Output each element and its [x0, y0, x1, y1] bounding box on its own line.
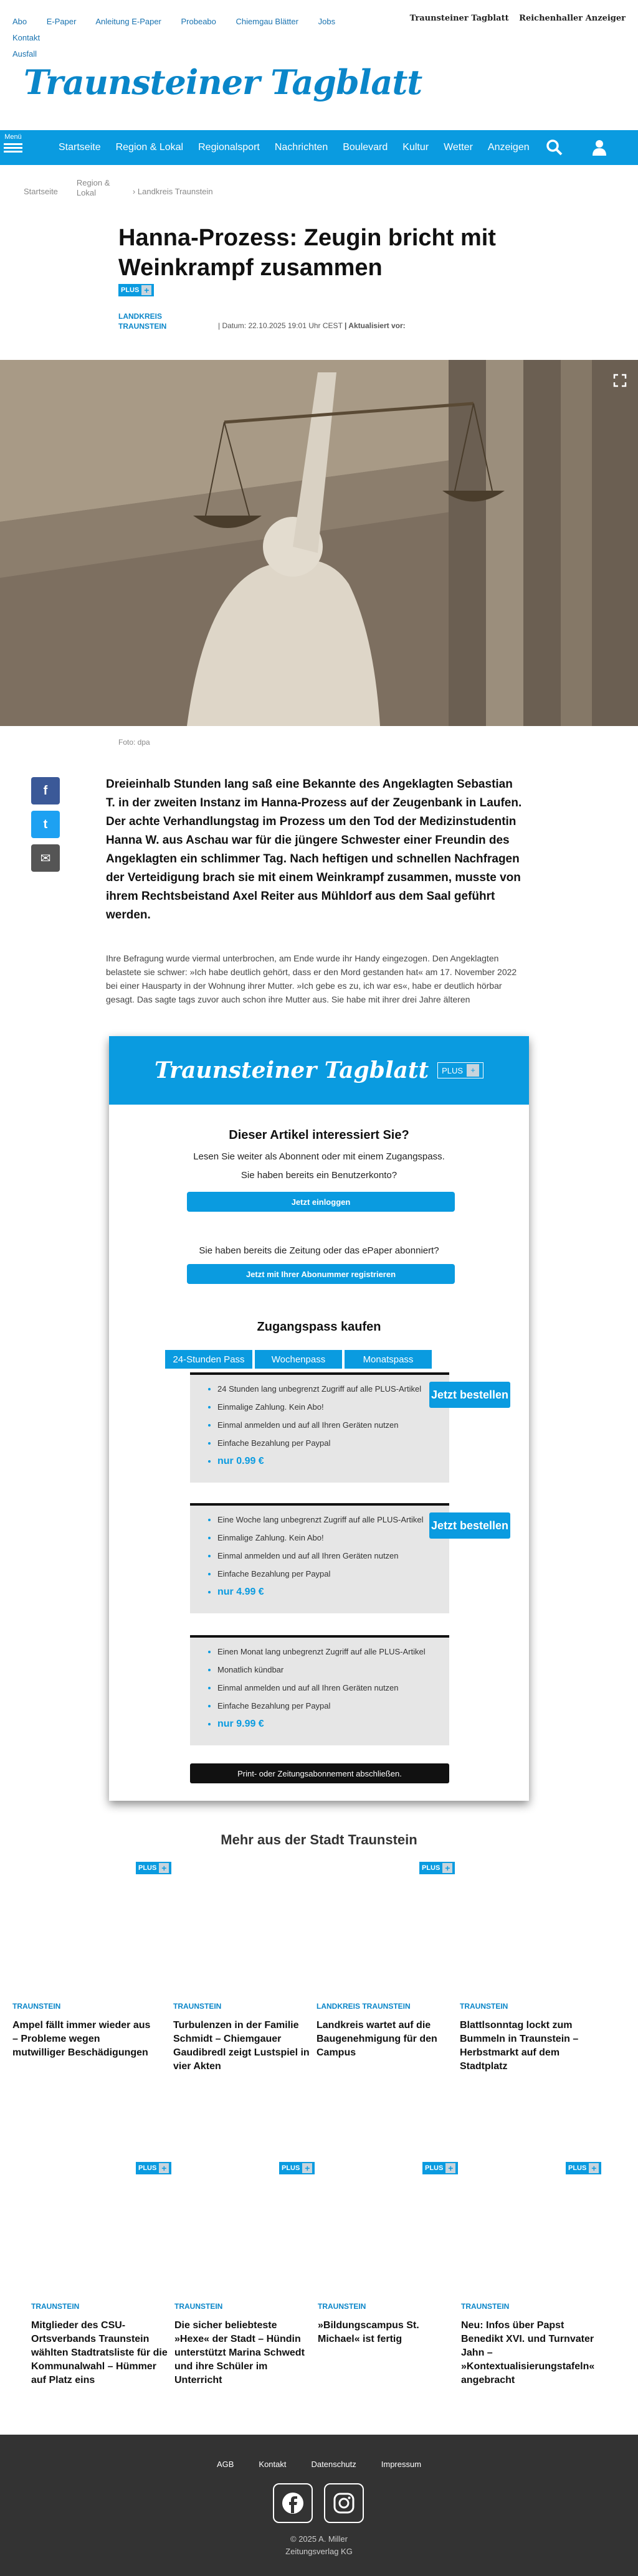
article-lead: Dreieinhalb Stunden lang saß eine Bekannte des Angeklagten Sebastian T. in der zweiten Instanz im Hanna-Prozess auf der Zeugenbank in Laufen. Der achte Verhandlungstag im Prozess um den Tod der Medizinstudentin Hanna W. aus Aschau war für die jüngere Schwester einer Freundin des Angeklagten ein schlimmer Tag. Nach heftigen und schnellen Nachfragen der Verteidigung brach sie mit einem Weinkrampf zusammen, musste von ihrem Rechtsbeistand Axel Reiter aus Mühldorf aus dem Saal geführt werden.	[106, 778, 522, 922]
facebook-icon	[282, 2492, 304, 2514]
plan-feature: • Einmalige Zahlung. Kein Abo!	[217, 1402, 438, 1412]
teaser-plus-label: PLUS	[425, 2164, 444, 2172]
site-logo[interactable]: Traunsteiner Tagblatt	[24, 62, 422, 102]
teaser-tag: TRAUNSTEIN	[174, 2302, 223, 2311]
article-body: Ihre Befragung wurde viermal unterbrochen, am Ende wurde ihr Handy eingezogen. Den Angeklagten belastete sie schwer: »Ich habe deutlich gehört, dass er den Mord gestanden hat« am 17. November 2022 bei einer Hausparty in der Wohnung ihrer Mutter. »Ich gebe es zu, ich war es«, habe er deutlich hörbar gesagt. Das sagte tags zuvor auch schon ihre Mutter aus. Sie habe mit ihrer drei Jahre älteren	[106, 953, 517, 1004]
top-link-ausfall[interactable]: Ausfall	[12, 49, 37, 59]
copyright-text: © 2025 A. Miller Zeitungsverlag KG	[285, 2534, 353, 2556]
nav-item-anzeigen[interactable]: Anzeigen	[487, 142, 530, 153]
footer-link-agb[interactable]: AGB	[216, 2460, 234, 2469]
pass-heading: Zugangspass kaufen	[257, 1320, 381, 1334]
share-email-button[interactable]	[31, 844, 60, 872]
plan-feature: • Einfache Bezahlung per Paypal	[217, 1569, 438, 1579]
teaser-image	[318, 2162, 457, 2294]
top-link-chiemgau[interactable]: Chiemgau Blätter	[236, 17, 298, 26]
hamburger-icon	[4, 143, 22, 145]
breadcrumb-region[interactable]: Region & Lokal	[76, 178, 110, 197]
top-link-kontakt[interactable]: Kontakt	[12, 33, 40, 42]
plan-feature: • Einmalige Zahlung. Kein Abo!	[217, 1532, 438, 1543]
nav-item-region[interactable]: Region & Lokal	[115, 142, 184, 153]
top-links	[12, 14, 361, 62]
footer-link-impressum[interactable]: Impressum	[381, 2460, 422, 2469]
nav-item-regionalsport[interactable]: Regionalsport	[198, 142, 260, 153]
plan-feature: • Einen Monat lang unbegrenzt Zugriff auf alle PLUS-Artikel	[217, 1646, 438, 1657]
plan-feature: • Einfache Bezahlung per Paypal	[217, 1438, 438, 1448]
paywall-line2: Sie haben bereits ein Benutzerkonto?	[240, 1170, 398, 1181]
instagram-link[interactable]	[324, 2483, 364, 2523]
user-icon[interactable]	[591, 139, 608, 156]
nav-item-wetter[interactable]: Wetter	[444, 142, 473, 153]
subscribe-button[interactable]: Print- oder Zeitungsabonnement abschließen.	[190, 1763, 449, 1783]
teaser-tag: TRAUNSTEIN	[318, 2302, 366, 2311]
teaser-image	[173, 1862, 313, 1994]
order-button-woche[interactable]: Jetzt bestellen	[429, 1512, 510, 1539]
plan-woche	[190, 1503, 449, 1613]
plan-feature: • Einfache Bezahlung per Paypal	[217, 1701, 438, 1711]
plan-feature: • Einmal anmelden und auf all Ihren Geräten nutzen	[217, 1420, 438, 1430]
plan-price: • nur 0.99 €	[217, 1456, 438, 1466]
teaser-card[interactable]	[174, 2162, 314, 2387]
teaser-tag: TRAUNSTEIN	[31, 2302, 80, 2311]
article-date-block	[218, 321, 406, 331]
paywall-logo: Traunsteiner Tagblatt	[154, 1057, 429, 1083]
teaser-title: Blattlsonntag lockt zum Bummeln in Traunstein – Herbstmarkt auf dem Stadtplatz	[460, 2020, 579, 2072]
breadcrumb-startseite[interactable]: Startseite	[24, 187, 58, 196]
facebook-icon: f	[43, 783, 48, 798]
teaser-title: Turbulenzen in der Familie Schmidt – Chiemgauer Gaudibredl zeigt Lustspiel in vier Akten	[173, 2020, 310, 2072]
top-link-jobs[interactable]: Jobs	[318, 17, 336, 26]
plus-icon: +	[442, 1863, 452, 1873]
plan-price: • nur 9.99 €	[217, 1719, 438, 1729]
tab-woche[interactable]: Wochenpass	[255, 1350, 342, 1369]
teaser-plus-label: PLUS	[422, 1864, 440, 1872]
top-link-abo[interactable]: Abo	[12, 17, 27, 26]
nav-item-kultur[interactable]: Kultur	[402, 142, 429, 153]
teaser-card[interactable]	[12, 1862, 167, 2060]
facebook-link[interactable]	[273, 2483, 313, 2523]
article-meta	[118, 311, 406, 331]
share-facebook-button[interactable]	[31, 777, 60, 804]
instagram-icon	[333, 2492, 355, 2514]
teaser-card[interactable]	[318, 2162, 457, 2346]
teaser-plus-label: PLUS	[568, 2164, 587, 2172]
teaser-title: Mitglieder des CSU-Ortsverbands Traunstein wählten Stadtratsliste für die Kommunalwahl – Hümmer auf Platz eins	[31, 2320, 168, 2385]
breadcrumb-landkreis-label: Landkreis Traunstein	[137, 187, 213, 196]
menu-label: Menü	[4, 133, 22, 141]
partner-logos	[402, 14, 626, 23]
plan-feature: • Eine Woche lang unbegrenzt Zugriff auf alle PLUS-Artikel	[217, 1514, 438, 1525]
tab-24h[interactable]: 24-Stunden Pass	[165, 1350, 252, 1369]
teaser-image	[461, 2162, 601, 2294]
teaser-image	[12, 1862, 167, 1994]
plus-icon: +	[159, 1863, 169, 1873]
teaser-image	[317, 1862, 456, 1994]
teaser-tag: TRAUNSTEIN	[460, 2002, 508, 2011]
plus-icon: +	[302, 2163, 312, 2173]
teaser-title: Landkreis wartet auf die Baugenehmigung für den Campus	[317, 2020, 437, 2058]
teaser-card[interactable]	[460, 1862, 599, 2074]
partner-logo-reichenhaller[interactable]: Reichenhaller Anzeiger	[519, 14, 626, 23]
paywall-heading: Dieser Artikel interessiert Sie?	[229, 1128, 409, 1142]
plus-icon: +	[159, 2163, 169, 2173]
footer	[0, 2435, 638, 2576]
email-icon: ✉	[40, 851, 51, 866]
fullscreen-icon[interactable]	[613, 374, 627, 387]
teaser-plus-label: PLUS	[282, 2164, 300, 2172]
plus-badge-label: PLUS	[121, 286, 140, 294]
teaser-tag: TRAUNSTEIN	[173, 2002, 222, 2011]
top-link-epaper[interactable]: E-Paper	[46, 17, 77, 26]
teaser-card[interactable]	[461, 2162, 601, 2387]
teaser-title: Neu: Infos über Papst Benedikt XVI. und Turnvater Jahn – »Kontextualisierungstafeln« angebracht	[461, 2320, 595, 2385]
twitter-icon: t	[43, 817, 48, 831]
paywall-line1: Lesen Sie weiter als Abonnent oder mit einem Zugangspass.	[193, 1151, 445, 1162]
teaser-tag: TRAUNSTEIN	[12, 2002, 61, 2011]
article-region[interactable]: LANDKREIS TRAUNSTEIN	[118, 312, 167, 331]
teaser-title: Die sicher beliebteste »Hexe« der Stadt – Hündin unterstützt Marina Schwedt und ihre Schüler im Unterricht	[174, 2320, 305, 2385]
plan-24h	[190, 1372, 449, 1483]
order-button-24h[interactable]: Jetzt bestellen	[429, 1382, 510, 1408]
teaser-card[interactable]	[173, 1862, 313, 2074]
chevron-right-icon: ›	[132, 187, 136, 196]
nav-item-boulevard[interactable]: Boulevard	[343, 142, 388, 153]
article-date: | Datum: 22.10.2025 19:01 Uhr CEST	[218, 321, 343, 330]
plus-badge	[118, 284, 154, 296]
teaser-image	[31, 2162, 171, 2294]
paywall-box	[109, 1036, 529, 1801]
partner-logo-traunsteiner[interactable]: Traunsteiner Tagblatt	[409, 14, 509, 23]
teaser-image	[174, 2162, 314, 2294]
main-navbar	[0, 130, 638, 165]
breadcrumb-landkreis[interactable]	[133, 187, 213, 198]
register-button[interactable]: Jetzt mit Ihrer Abonummer registrieren	[187, 1264, 455, 1284]
nav-item-startseite[interactable]: Startseite	[59, 142, 101, 153]
justitia-statue-illustration	[0, 360, 638, 726]
plan-feature: • Einmal anmelden und auf all Ihren Geräten nutzen	[217, 1550, 438, 1561]
image-caption: Foto: dpa	[118, 738, 150, 747]
plan-feature: • Monatlich kündbar	[217, 1664, 438, 1675]
teaser-plus-label: PLUS	[138, 1864, 157, 1872]
plan-monat	[190, 1635, 449, 1745]
top-link-probeabo[interactable]: Probeabo	[181, 17, 216, 26]
top-link-anleitung[interactable]: Anleitung E-Paper	[95, 17, 161, 26]
article-updated: | Aktualisiert vor:	[345, 321, 406, 330]
hero-image	[0, 360, 638, 726]
teaser-title: Ampel fällt immer wieder aus – Probleme wegen mutwilliger Beschädigungen	[12, 2020, 151, 2058]
plus-icon: +	[445, 2163, 455, 2173]
teaser-title: »Bildungscampus St. Michael« ist fertig	[318, 2320, 419, 2344]
search-icon[interactable]	[546, 139, 563, 156]
paywall-plus-label: PLUS	[442, 1065, 464, 1075]
nav-item-nachrichten[interactable]: Nachrichten	[274, 142, 328, 153]
plan-price: • nur 4.99 €	[217, 1587, 438, 1597]
copyright	[0, 2533, 638, 2558]
share-twitter-button[interactable]	[31, 811, 60, 838]
teaser-image	[460, 1862, 599, 1994]
teaser-tag: LANDKREIS TRAUNSTEIN	[317, 2002, 411, 2011]
plan-feature: • Einmal anmelden und auf all Ihren Geräten nutzen	[217, 1682, 438, 1693]
login-button[interactable]: Jetzt einloggen	[187, 1192, 455, 1212]
teaser-card[interactable]	[31, 2162, 171, 2387]
pass-tabs	[165, 1350, 432, 1369]
plus-icon: +	[141, 285, 151, 295]
teaser-plus-label: PLUS	[138, 2164, 157, 2172]
plus-icon: +	[467, 1064, 479, 1077]
teaser-tag: TRAUNSTEIN	[461, 2302, 510, 2311]
plus-icon: +	[589, 2163, 599, 2173]
paywall-plus-badge	[437, 1062, 483, 1078]
tab-monat[interactable]: Monatspass	[345, 1350, 432, 1369]
footer-link-kontakt[interactable]: Kontakt	[259, 2460, 287, 2469]
menu-button[interactable]	[4, 133, 22, 145]
article-title: Hanna-Prozess: Zeugin bricht mit Weinkrampf zusammen	[118, 225, 496, 281]
plan-feature: • 24 Stunden lang unbegrenzt Zugriff auf alle PLUS-Artikel	[217, 1384, 438, 1394]
footer-link-datenschutz[interactable]: Datenschutz	[311, 2460, 356, 2469]
more-heading: Mehr aus der Stadt Traunstein	[221, 1832, 417, 1847]
breadcrumb	[24, 178, 213, 198]
teaser-card[interactable]	[317, 1862, 456, 2060]
paywall-line3: Sie haben bereits die Zeitung oder das ePaper abonniert?	[199, 1245, 439, 1256]
paywall-header	[109, 1036, 529, 1105]
